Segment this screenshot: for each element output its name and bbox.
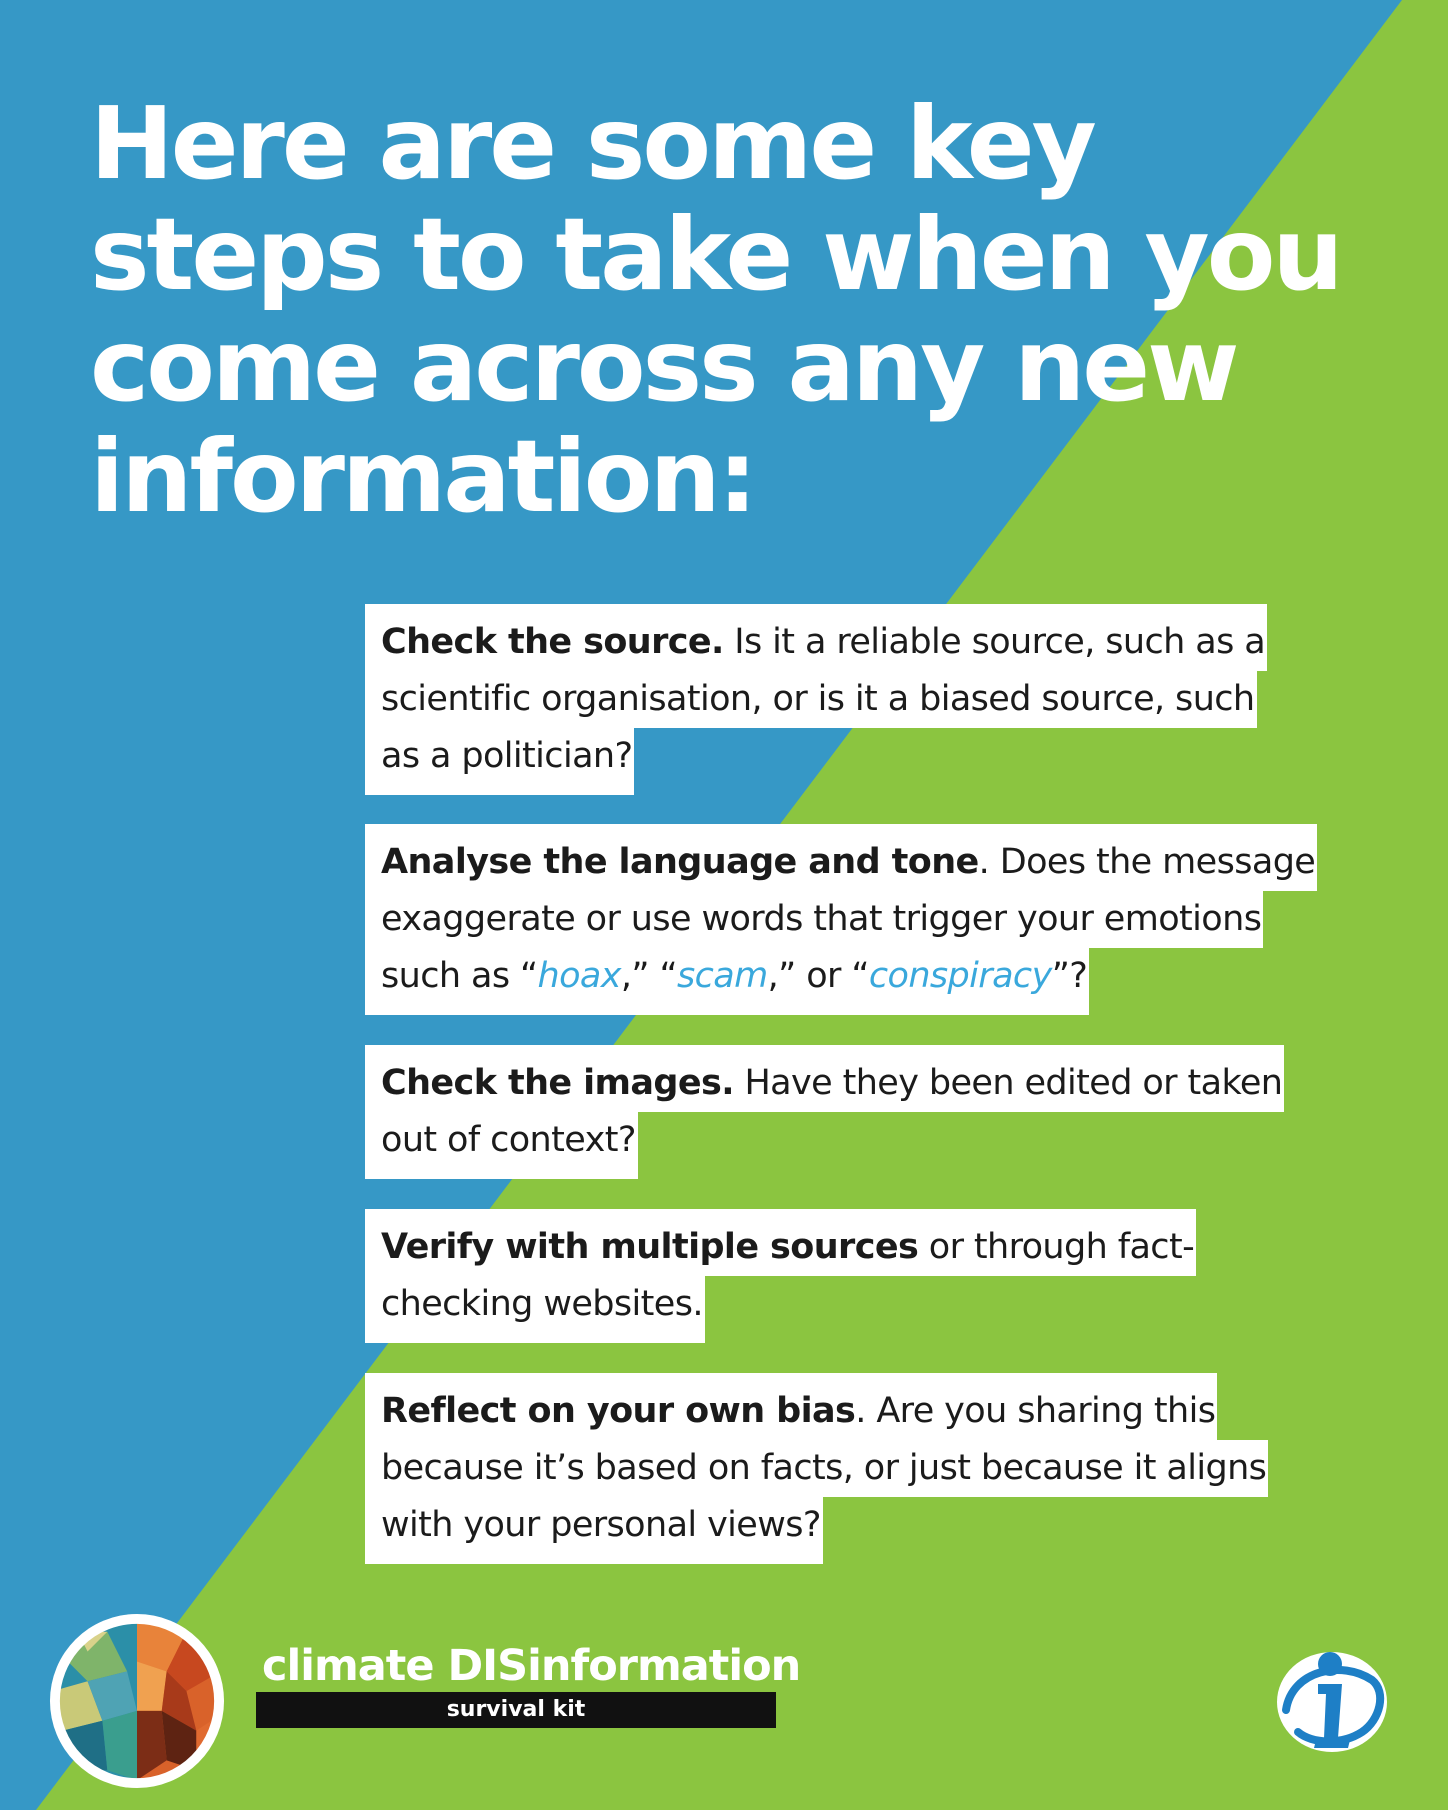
tip-line <box>365 824 1317 891</box>
keyword-hoax: hoax <box>537 956 621 996</box>
tip-text: scientific organisation, or is it a biased source, such <box>381 679 1255 719</box>
tip-line <box>365 1045 1284 1112</box>
tip-text: with your personal views? <box>381 1505 821 1545</box>
title-line: information: <box>90 418 755 535</box>
tip-line <box>365 1440 1268 1497</box>
tip-text: or through fact- <box>918 1227 1195 1267</box>
tip-text: as a politician? <box>381 736 633 776</box>
tip-text: ,” or “ <box>767 956 869 996</box>
tip-text: checking websites. <box>381 1284 703 1324</box>
page-title <box>90 85 1390 535</box>
brand-block <box>256 1640 800 1728</box>
low-poly-globe-brain-icon <box>48 1612 226 1790</box>
tip-line <box>365 891 1263 948</box>
tip-verify-sources <box>365 1209 1196 1343</box>
tip-line <box>365 948 1089 1015</box>
tip-line <box>365 1373 1217 1440</box>
tip-heading: Check the source. <box>381 622 724 662</box>
tip-text: . Does the message <box>978 842 1316 882</box>
tip-line <box>365 1209 1196 1276</box>
tip-text: such as “ <box>381 956 538 996</box>
tip-check-images <box>365 1045 1284 1179</box>
tip-text: exaggerate or use words that trigger your emotions <box>381 899 1262 939</box>
tip-text: out of context? <box>381 1120 636 1160</box>
tip-heading: Reflect on your own bias <box>381 1391 856 1431</box>
tip-check-source <box>365 604 1267 795</box>
tip-line <box>365 1112 638 1179</box>
tip-heading: Analyse the language and tone <box>381 842 979 882</box>
brand-name: climate DISinformation <box>262 1641 801 1691</box>
title-line: come across any new <box>90 307 1237 424</box>
tip-heading: Verify with multiple sources <box>381 1227 919 1267</box>
keyword-conspiracy: conspiracy <box>868 956 1052 996</box>
tip-line <box>365 604 1267 671</box>
tip-text: . Are you sharing this <box>855 1391 1216 1431</box>
tip-text: Have they been edited or taken <box>733 1063 1283 1103</box>
title-line: Here are some key <box>90 85 1094 202</box>
tip-line <box>365 728 634 795</box>
tip-line <box>365 671 1257 728</box>
tip-analyse-language <box>365 824 1317 1015</box>
keyword-scam: scam <box>677 956 768 996</box>
tip-text: Is it a reliable source, such as a <box>723 622 1266 662</box>
tip-heading: Check the images. <box>381 1063 734 1103</box>
tip-line <box>365 1497 823 1564</box>
title-line: steps to take when you <box>90 196 1341 313</box>
brand-subtitle: survival kit <box>256 1692 776 1728</box>
tip-text: ”? <box>1051 956 1088 996</box>
tip-text: because it’s based on facts, or just because it aligns <box>381 1448 1267 1488</box>
info-i-icon <box>1272 1640 1392 1760</box>
tip-reflect-bias <box>365 1373 1268 1564</box>
tip-text: ,” “ <box>620 956 677 996</box>
tip-line <box>365 1276 705 1343</box>
